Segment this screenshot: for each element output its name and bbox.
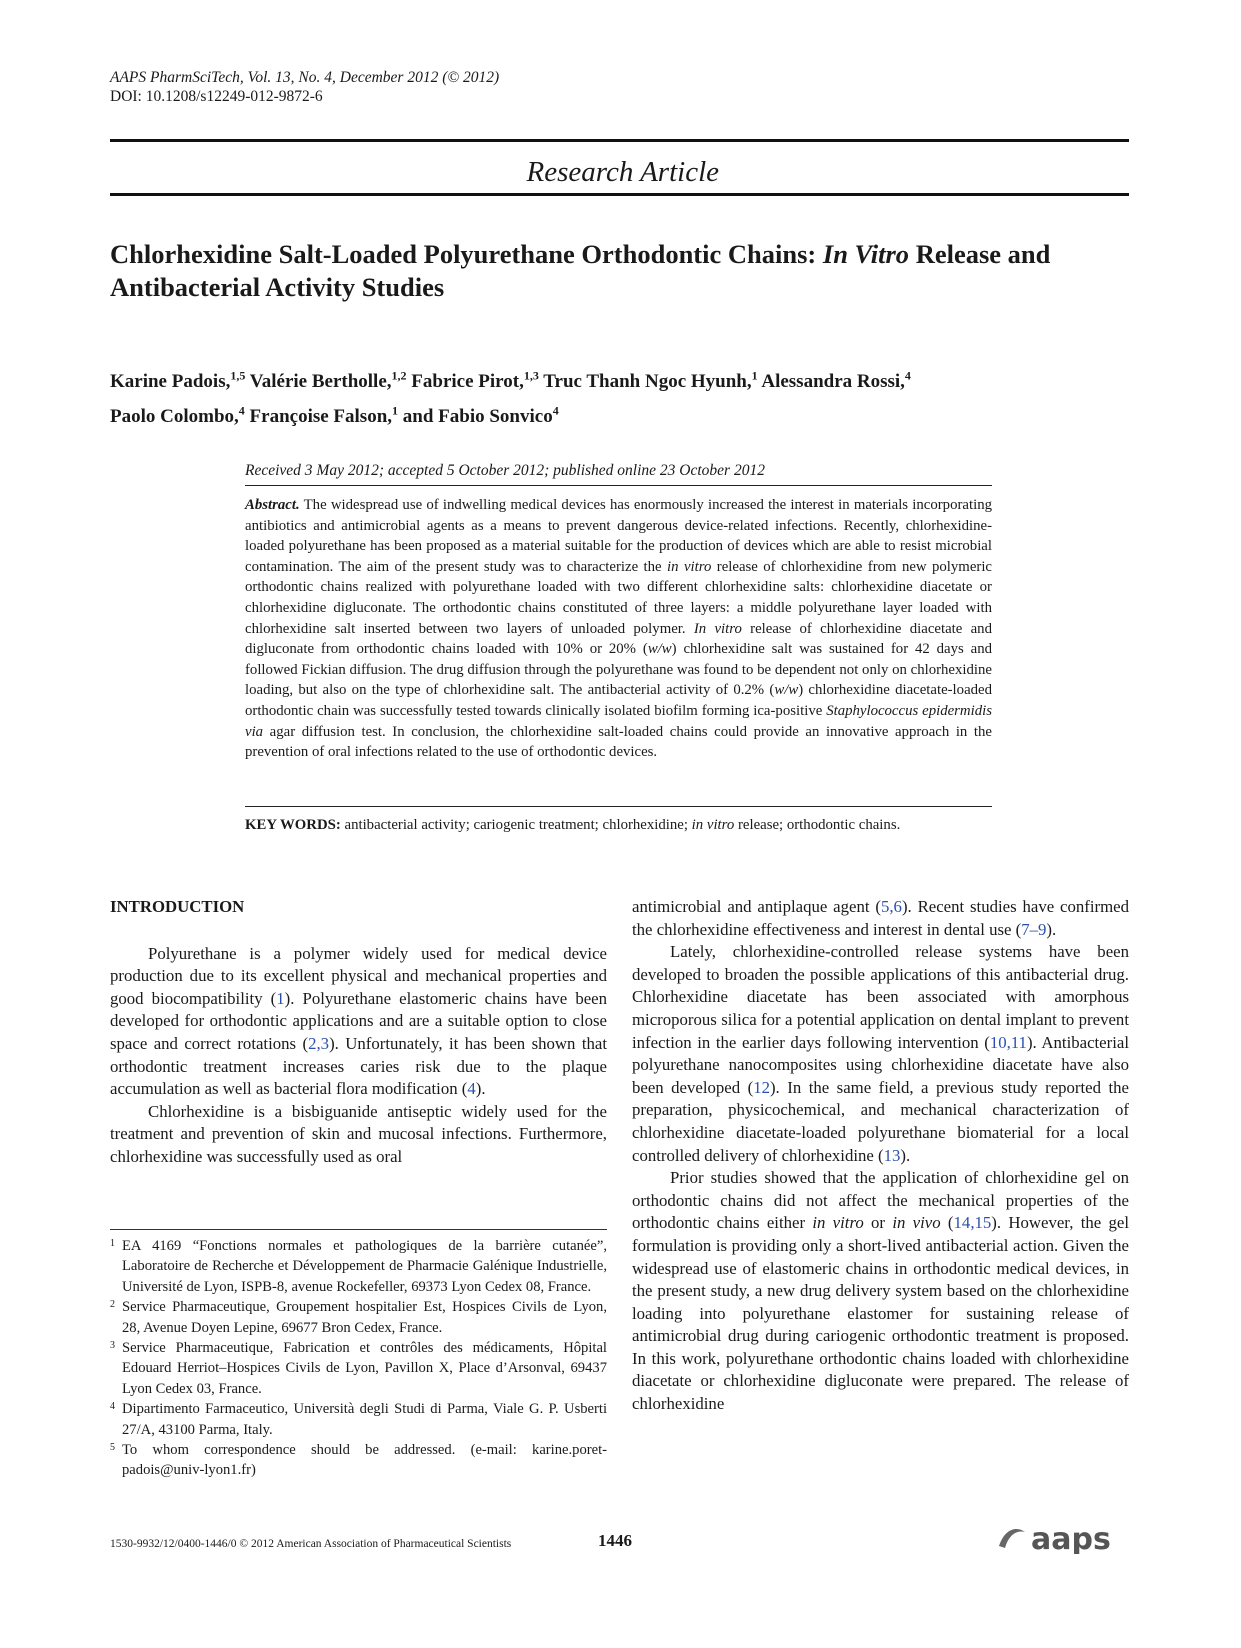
paragraph: Polyurethane is a polymer widely used for medical device production due to its excellent physical and mechanical properties and good biocompatibility (1). Polyurethane elastomeric chains have been developed for orthodontic applications and are a suitable option to close space and correct rotations (2,3). Unfortunately, it has been shown that orthodontic treatment increases caries risk due to the plaque accumulation as well as bacterial flora modification (4). [110,943,607,1099]
header-rule-bottom [110,193,1129,196]
citation-link[interactable]: 1 [276,988,285,1008]
paragraph: Prior studies showed that the application of chlorhexidine gel on orthodontic chains did not affect the mechanical properties of the orthodontic chains either in vitro or in vivo (14,15). However, the gel formulation is providing only a short-lived antibacterial action. Given the widespread use of elastomeric chains in orthodontic medical devices, in the present study, a new drug delivery system based on the chlorhexidine loading into polyurethane elastomer for sustaining release of antimicrobial drug during cariogenic orthodontic treatment is proposed. In this work, polyurethane orthodontic chains loaded with chlorhexidine diacetate or chlorhexidine digluconate were prepared. The release of chlorhexidine [632,1168,1129,1414]
author-list [110,362,1140,431]
body-left-column [110,896,607,1169]
body-right-column [632,896,1129,1416]
title-part: Release and Antibacterial Activity Studies [110,239,1051,302]
author: Françoise Falson,$^1$ [249,403,399,427]
keywords-label: KEY WORDS: [245,817,341,833]
abstract-rule-top [245,485,992,486]
swoosh-icon [999,1529,1025,1548]
citation-link[interactable]: 4 [467,1079,476,1099]
author: Fabrice Pirot,$^{1,3}$ [411,369,539,393]
abstract: Abstract. The widespread use of indwelling medical devices has enormously increased the interest in materials incorporating antibiotics and antimicrobial agents as a means to prevent dangerous device-related infections. Recently, chlorhexidine-loaded polyurethane has been proposed as a material suitable for the production of devices which are able to resist microbial contamination. The aim of the present study was to characterize the in vitro release of chlorhexidine from new polymeric orthodontic chains realized with polyurethane loaded with two different chlorhexidine salts: chlorhexidine diacetate or chlorhexidine digluconate. The orthodontic chains constituted of three layers: a middle polyurethane layer loaded with chlorhexidine salt inserted between two layers of unloaded polymer. In vitro release of chlorhexidine diacetate and digluconate from orthodontic chains loaded with 10% or 20% (w/w) chlorhexidine salt was sustained for 42 days and followed Fickian diffusion. The drug diffusion through the polyurethane was found to be dependent not only on chlorhexidine loading, but also on the type of chlorhexidine salt. The antibacterial activity of 0.2% (w/w) chlorhexidine diacetate-loaded orthodontic chain was successfully tested towards clinically isolated biofilm forming ica-positive Staphylococcus epidermidis via agar diffusion test. In conclusion, the chlorhexidine salt-loaded chains could provide an innovative approach in the prevention of oral infections related to the use of orthodontic devices. [245,497,993,761]
title-part: Chlorhexidine Salt-Loaded Polyurethane Orthodontic Chains: [110,239,823,269]
author: Valérie Bertholle,$^{1,2}$ [249,369,407,393]
footnote: 4 Dipartimento Farmaceutico, Università degli Studi di Parma, Viale G. P. Usberti 27/A, 43100 Parma, Italy. [110,1401,607,1438]
section-heading: INTRODUCTION [110,897,245,916]
citation-link[interactable]: 12 [753,1077,770,1097]
footnote: 2 Service Pharmaceutique, Groupement hospitalier Est, Hospices Civils de Lyon, 28, Avenue Doyen Lepine, 69677 Bron Cedex, France. [110,1299,607,1336]
citation-link[interactable]: 13 [883,1145,901,1165]
author: Karine Padois,$^{1,5}$ [110,369,246,393]
copyright-line: 1530-9932/12/0400-1446/0 © 2012 American Association of Pharmaceutical Scientists [110,1538,512,1550]
author: Truc Thanh Ngoc Hyunh,$^1$ [543,369,758,393]
header-rule-top [110,139,1129,142]
doi: DOI: 10.1208/s12249-012-9872-6 [110,88,323,105]
abstract-label: Abstract. [245,497,300,513]
page-number: 1446 [598,1531,632,1550]
abstract-rule-bottom [245,806,992,807]
footnotes [110,1236,607,1481]
citation-link[interactable]: 14,15 [953,1213,992,1233]
article-title [110,238,1140,304]
aaps-logo [995,1522,1125,1554]
journal-header [110,68,499,106]
author: Paolo Colombo,$^4$ [110,403,245,427]
author: and Fabio Sonvico$^4$ [402,403,559,427]
footnote: 1 EA 4169 “Fonctions normales et pathologiques de la barrière cutanée”, Laboratoire de Recherche et Développement de Pharmacie Galénique Industrielle, Université de Lyon, ISPB-8, avenue Rockefeller, 69373 Lyon Cedex 08, France. [110,1238,607,1295]
paragraph: antimicrobial and antiplaque agent (5,6). Recent studies have confirmed the chlorhexidine effectiveness and interest in dental use (7–9). [632,897,1129,939]
footnote: 3 Service Pharmaceutique, Fabrication et contrôles des médicaments, Hôpital Edouard Herriot–Hospices Civils de Lyon, Pavillon X, Place d’Arsonval, 69437 Lyon Cedex 03, France. [110,1340,607,1397]
keywords: KEY WORDS: antibacterial activity; cariogenic treatment; chlorhexidine; in vitro release; orthodontic chains. [245,817,901,833]
section-label: Research Article [526,156,719,188]
citation-link[interactable]: 10,11 [989,1032,1027,1052]
footnote: 5 To whom correspondence should be addressed. (e-mail: karine.poret-padois@univ-lyon1.fr) [110,1442,607,1479]
journal-citation: AAPS PharmSciTech, Vol. 13, No. 4, December 2012 (© 2012) [110,69,500,86]
footnote-rule [110,1229,607,1230]
citation-link[interactable]: 5,6 [880,897,902,916]
logo-text: aaps [1031,1522,1111,1554]
citation-link[interactable]: 7–9 [1021,919,1047,939]
received-dates: Received 3 May 2012; accepted 5 October 2012; published online 23 October 2012 [245,462,765,479]
paragraph: Chlorhexidine is a bisbiguanide antiseptic widely used for the treatment and prevention of skin and mucosal infections. Furthermore, chlorhexidine was successfully used as oral [110,1101,607,1166]
title-italic: In Vitro [822,239,910,269]
paragraph: Lately, chlorhexidine-controlled release systems have been developed to broaden the possible applications of this antibacterial drug. Chlorhexidine diacetate has been associated with amorphous microporous silica for a potential application on dental implant to prevent infection in the earlier days following intervention (10,11). Antibacterial polyurethane nanocomposites using chlorhexidine diacetate have also been developed (12). In the same field, a previous study reported the preparation, physicochemical, and mechanical characterization of chlorhexidine diacetate-loaded polyurethane biomaterial for a local controlled delivery of chlorhexidine (13). [632,942,1129,1165]
author: Alessandra Rossi,$^4$ [761,369,911,393]
citation-link[interactable]: 2,3 [308,1033,330,1053]
